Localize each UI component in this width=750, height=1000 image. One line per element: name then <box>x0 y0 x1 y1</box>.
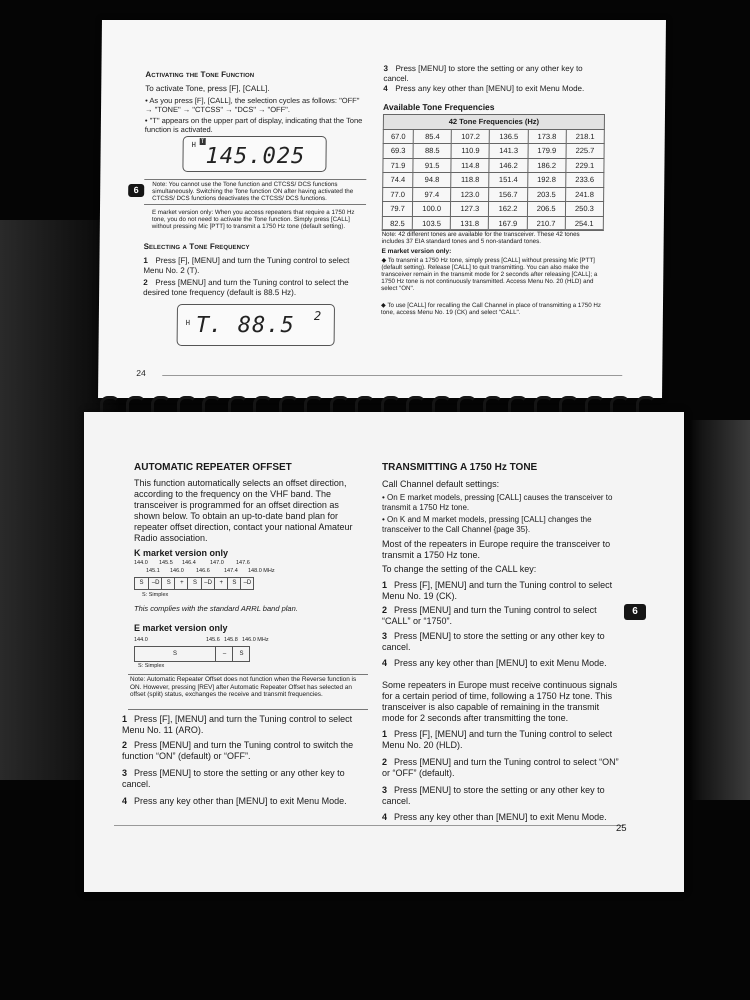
tone-cell: 141.3 <box>489 144 527 159</box>
activating-title: Activating the Tone Function <box>145 70 255 79</box>
tx-b-step-3: 3 Press [MENU] to store the setting or any other key to cancel. <box>382 785 605 806</box>
tone-table-row <box>383 144 604 159</box>
activating-intro: To activate Tone, press [F], [CALL]. <box>145 84 270 93</box>
tone-table-row <box>382 202 603 217</box>
footer-rule-24 <box>162 375 622 376</box>
k-freq-top-3: 146.4 <box>182 560 196 566</box>
tone-table-header: 42 Tone Frequencies (Hz) <box>383 115 604 130</box>
activating-bullet-1: • As you press [F], [CALL], the selection cycles as follows: "OFF" → "TONE" → "CTCSS" → "DCS" → "OFF". <box>144 96 360 114</box>
tone-table-row <box>383 187 604 202</box>
tx-continuous: Some repeaters in Europe must receive continuous signals for a certain period of time, following a 1750 Hz tone. This transceiver is also capable of remaining in the transmit mode for 2 seconds after transmitting the tone. <box>382 680 618 723</box>
tone-cell: 179.9 <box>528 144 566 159</box>
emarket-bullet-1: ◆ To transmit a 1750 Hz tone, simply press [CALL] without pressing Mic [PTT] (default setting). Release [CALL] to quit transmitting. You can also make the transceiver remain in the transmit mode for 2 seconds after releasing [CALL]; a 1750 Hz tone is not continuously transmitted. Access Menu No. 20 (HLD) and select "ON". <box>381 257 598 293</box>
k-freq-top-5: 147.6 <box>236 560 250 566</box>
tone-cell: 85.4 <box>413 129 451 144</box>
tone-cell: 82.5 <box>382 216 412 231</box>
aro-note-divider-bottom <box>128 709 368 710</box>
k-offset-segment: S <box>227 578 241 589</box>
e-offset-bar <box>134 646 250 662</box>
background-light-right <box>690 420 750 800</box>
tone-cell: 69.3 <box>383 144 413 159</box>
right-step-4: 4 Press any key other than [MENU] to exit Menu Mode. <box>383 84 585 93</box>
k-freq-bottom-5: 148.0 MHz <box>248 568 275 574</box>
tone-cell: 74.4 <box>383 173 413 188</box>
tone-cell: 114.8 <box>451 158 489 173</box>
tone-cell: 100.0 <box>413 202 451 217</box>
tone-cell: 203.5 <box>527 187 565 202</box>
aro-title: AUTOMATIC REPEATER OFFSET <box>134 462 292 473</box>
tone-cell: 229.1 <box>566 158 604 173</box>
tone-cell: 192.8 <box>527 173 565 188</box>
k-freq-bottom-2: 146.0 <box>170 568 184 574</box>
note-divider-bottom <box>144 204 366 205</box>
tone-cell: 218.1 <box>566 129 604 144</box>
page-number-24: 24 <box>136 368 146 378</box>
k-freq-bottom-4: 147.4 <box>224 568 238 574</box>
tone-frequency-table <box>382 114 605 231</box>
emarket-call-note: E market version only: When you access repeaters that require a 1750 Hz tone, you do not need to activate the Tone function. Simply press [CALL] without pressing Mic [PTT] to transmit a 1750 Hz tone (default setting). <box>151 209 355 231</box>
aro-step-3: 3 Press [MENU] to store the setting or any other key to cancel. <box>122 768 345 789</box>
tx-bullet-1: • On E market models, pressing [CALL] causes the transceiver to transmit a 1750 Hz tone. <box>382 493 613 512</box>
tone-note-divider <box>382 229 604 230</box>
footer-rule-25 <box>114 825 624 826</box>
k-offset-bar <box>134 577 254 590</box>
tx-change-call: To change the setting of the CALL key: <box>382 564 537 574</box>
tone-cell: 146.2 <box>489 158 527 173</box>
lcd-high-power-indicator: H <box>191 141 196 149</box>
tone-cell: 167.9 <box>489 216 527 231</box>
lcd-frequency: 145.025 <box>205 144 306 169</box>
aro-note: Note: Automatic Repeater Offset does not function when the Reverse function is ON. However, pressing [REV] after Automatic Repeater Offset has selected an offset (split) status, exchanges the receive and transmit frequencies. <box>130 676 357 699</box>
tone-cell: 107.2 <box>451 129 489 144</box>
e-market-heading: E market version only <box>134 623 228 633</box>
right-step-3: 3 Press [MENU] to store the setting or any other key to cancel. <box>383 64 583 83</box>
tone-cell: 206.5 <box>527 202 565 217</box>
aro-note-divider-top <box>128 674 368 675</box>
tone-table-row <box>383 158 604 173</box>
lcd-display-tone-frequency <box>177 304 335 346</box>
manual-page-25 <box>84 412 684 892</box>
tone-cell: 162.2 <box>489 202 527 217</box>
chapter-tab-icon: 6 <box>624 604 646 620</box>
selecting-title: Selecting a Tone Frequency <box>143 242 250 251</box>
tone-cell: 110.9 <box>451 144 489 159</box>
tone-cell: 250.3 <box>565 202 603 217</box>
e-freq-3: 145.8 <box>224 637 238 643</box>
selecting-step-1: 1 Press [F], [MENU] and turn the Tuning control to select Menu No. 2 (T). <box>143 256 350 275</box>
tone-cell: 233.6 <box>566 173 604 188</box>
tone-ctcss-note: Note: You cannot use the Tone function and CTCSS/ DCS functions simultaneously. Switching the Tone function ON after having activated the CTCSS/ DCS functions deactivates the CTCSS/ DCS functions. <box>152 181 354 203</box>
k-band-plan-caption: This complies with the standard ARRL band plan. <box>134 604 298 613</box>
tone-table-heading: Available Tone Frequencies <box>383 102 495 112</box>
emarket-heading: E market version only: <box>381 248 452 255</box>
tone-cell: 254.1 <box>565 216 603 231</box>
tone-cell: 123.0 <box>451 187 489 202</box>
lcd-high-power-indicator: H <box>185 319 191 327</box>
tone-cell: 94.8 <box>413 173 451 188</box>
k-offset-segment: S <box>161 578 175 589</box>
aro-step-4: 4 Press any key other than [MENU] to exit Menu Mode. <box>122 796 347 806</box>
chapter-tab-icon: 6 <box>128 184 144 197</box>
tx-b-step-1: 1 Press [F], [MENU] and turn the Tuning control to select Menu No. 20 (HLD). <box>382 729 613 750</box>
tone-cell: 173.8 <box>528 129 566 144</box>
tone-cell: 136.5 <box>490 129 528 144</box>
page-number-25: 25 <box>616 823 627 834</box>
k-offset-segment: S <box>187 578 201 589</box>
selecting-step-2: 2 Press [MENU] and turn the Tuning control to select the desired tone frequency (default is 88.5 Hz). <box>143 278 349 297</box>
tone-cell: 151.4 <box>489 173 527 188</box>
lcd-menu-label: T. <box>195 313 223 338</box>
tone-cell: 156.7 <box>489 187 527 202</box>
tone-cell: 67.0 <box>383 129 413 144</box>
e-offset-segment: S <box>172 651 177 657</box>
k-offset-segment: –D <box>240 578 254 589</box>
aro-intro: This function automatically selects an offset direction, according to the frequency on the VHF band. The transceiver is programmed for an offset direction as shown below. To obtain an up-to-date band plan for repeater offset direction, contact your national Amateur Radio association. <box>134 478 353 543</box>
tone-cell: 210.7 <box>527 216 565 231</box>
k-freq-top-4: 147.0 <box>210 560 224 566</box>
aro-step-2: 2 Press [MENU] and turn the Tuning control to switch the function “ON” (default) or “OFF”. <box>122 740 354 761</box>
lcd-tone-value: 88.5 <box>237 313 295 338</box>
tone-cell: 71.9 <box>383 158 413 173</box>
tone-cell: 91.5 <box>413 158 451 173</box>
k-simplex-legend: S: Simplex <box>142 592 169 598</box>
k-offset-segment: + <box>214 578 228 589</box>
tone-table-row <box>383 173 604 188</box>
tone-cell: 79.7 <box>382 202 412 217</box>
emarket-bullet-2: ◆ To use [CALL] for recalling the Call Channel in place of transmitting a 1750 Hz tone, access Menu No. 19 (CK) and select "CALL". <box>380 302 601 317</box>
tone-cell: 186.2 <box>528 158 566 173</box>
k-freq-bottom-1: 145.1 <box>146 568 160 574</box>
aro-step-1: 1 Press [F], [MENU] and turn the Tuning control to select Menu No. 11 (ARO). <box>122 714 353 735</box>
k-offset-segment: –D <box>201 578 215 589</box>
tone-cell: 118.8 <box>451 173 489 188</box>
tx-b-step-2: 2 Press [MENU] and turn the Tuning control to select “ON” or “OFF” (default). <box>382 757 619 778</box>
tone-cell: 88.5 <box>413 144 451 159</box>
k-offset-segment: S <box>139 580 144 586</box>
e-freq-2: 145.6 <box>206 637 220 643</box>
k-market-heading: K market version only <box>134 548 229 558</box>
tone-cell: 241.8 <box>565 187 603 202</box>
tx-title: TRANSMITTING A 1750 Hz TONE <box>382 462 538 473</box>
tone-cell: 77.0 <box>383 187 413 202</box>
tone-cell: 127.3 <box>451 202 489 217</box>
e-freq-4: 146.0 MHz <box>242 637 269 643</box>
k-freq-top-2: 145.5 <box>159 560 173 566</box>
tx-bullet-2: • On K and M market models, pressing [CALL] changes the transceiver to the Call Channel {page 35}. <box>382 515 592 534</box>
tx-call-defaults: Call Channel default settings: <box>382 479 500 489</box>
lcd-menu-number: 2 <box>313 309 322 323</box>
k-freq-bottom-3: 146.6 <box>196 568 210 574</box>
tx-europe: Most of the repeaters in Europe require the transceiver to transmit a 1750 Hz tone. <box>382 539 611 560</box>
e-freq-1: 144.0 <box>134 637 148 643</box>
tone-cell: 225.7 <box>566 144 604 159</box>
tx-a-step-4: 4 Press any key other than [MENU] to exit Menu Mode. <box>382 658 607 668</box>
tx-a-step-2: 2 Press [MENU] and turn the Tuning control to select “CALL” or “1750”. <box>382 605 597 626</box>
tone-cell: 97.4 <box>413 187 451 202</box>
tone-note: Note: 42 different tones are available for the transceiver. These 42 tones includes 37 EIA standard tones and 5 non-standard tones. <box>381 231 580 246</box>
e-simplex-legend: S: Simplex <box>138 663 165 669</box>
e-offset-segment: S <box>232 647 250 661</box>
activating-bullet-2: • "T" appears on the upper part of display, indicating that the Tone function is activated. <box>144 116 363 134</box>
k-freq-top-1: 144.0 <box>134 560 148 566</box>
tone-cell: 103.5 <box>412 216 450 231</box>
tx-a-step-3: 3 Press [MENU] to store the setting or any other key to cancel. <box>382 631 605 652</box>
k-offset-segment: + <box>174 578 188 589</box>
tone-cell: 131.8 <box>451 216 489 231</box>
e-freq-row <box>134 637 334 646</box>
note-divider-top <box>144 179 366 180</box>
lcd-display-tone <box>182 136 326 172</box>
k-freq-bottom-row <box>134 568 334 577</box>
tone-table-row <box>383 129 604 144</box>
k-offset-segment: –D <box>148 578 162 589</box>
tx-a-step-1: 1 Press [F], [MENU] and turn the Tuning control to select Menu No. 19 (CK). <box>382 580 613 601</box>
e-offset-segment: – <box>215 647 233 661</box>
manual-page-24 <box>98 20 666 398</box>
tx-b-step-4: 4 Press any key other than [MENU] to exit Menu Mode. <box>382 812 607 822</box>
lcd-tone-indicator: T <box>200 138 205 145</box>
